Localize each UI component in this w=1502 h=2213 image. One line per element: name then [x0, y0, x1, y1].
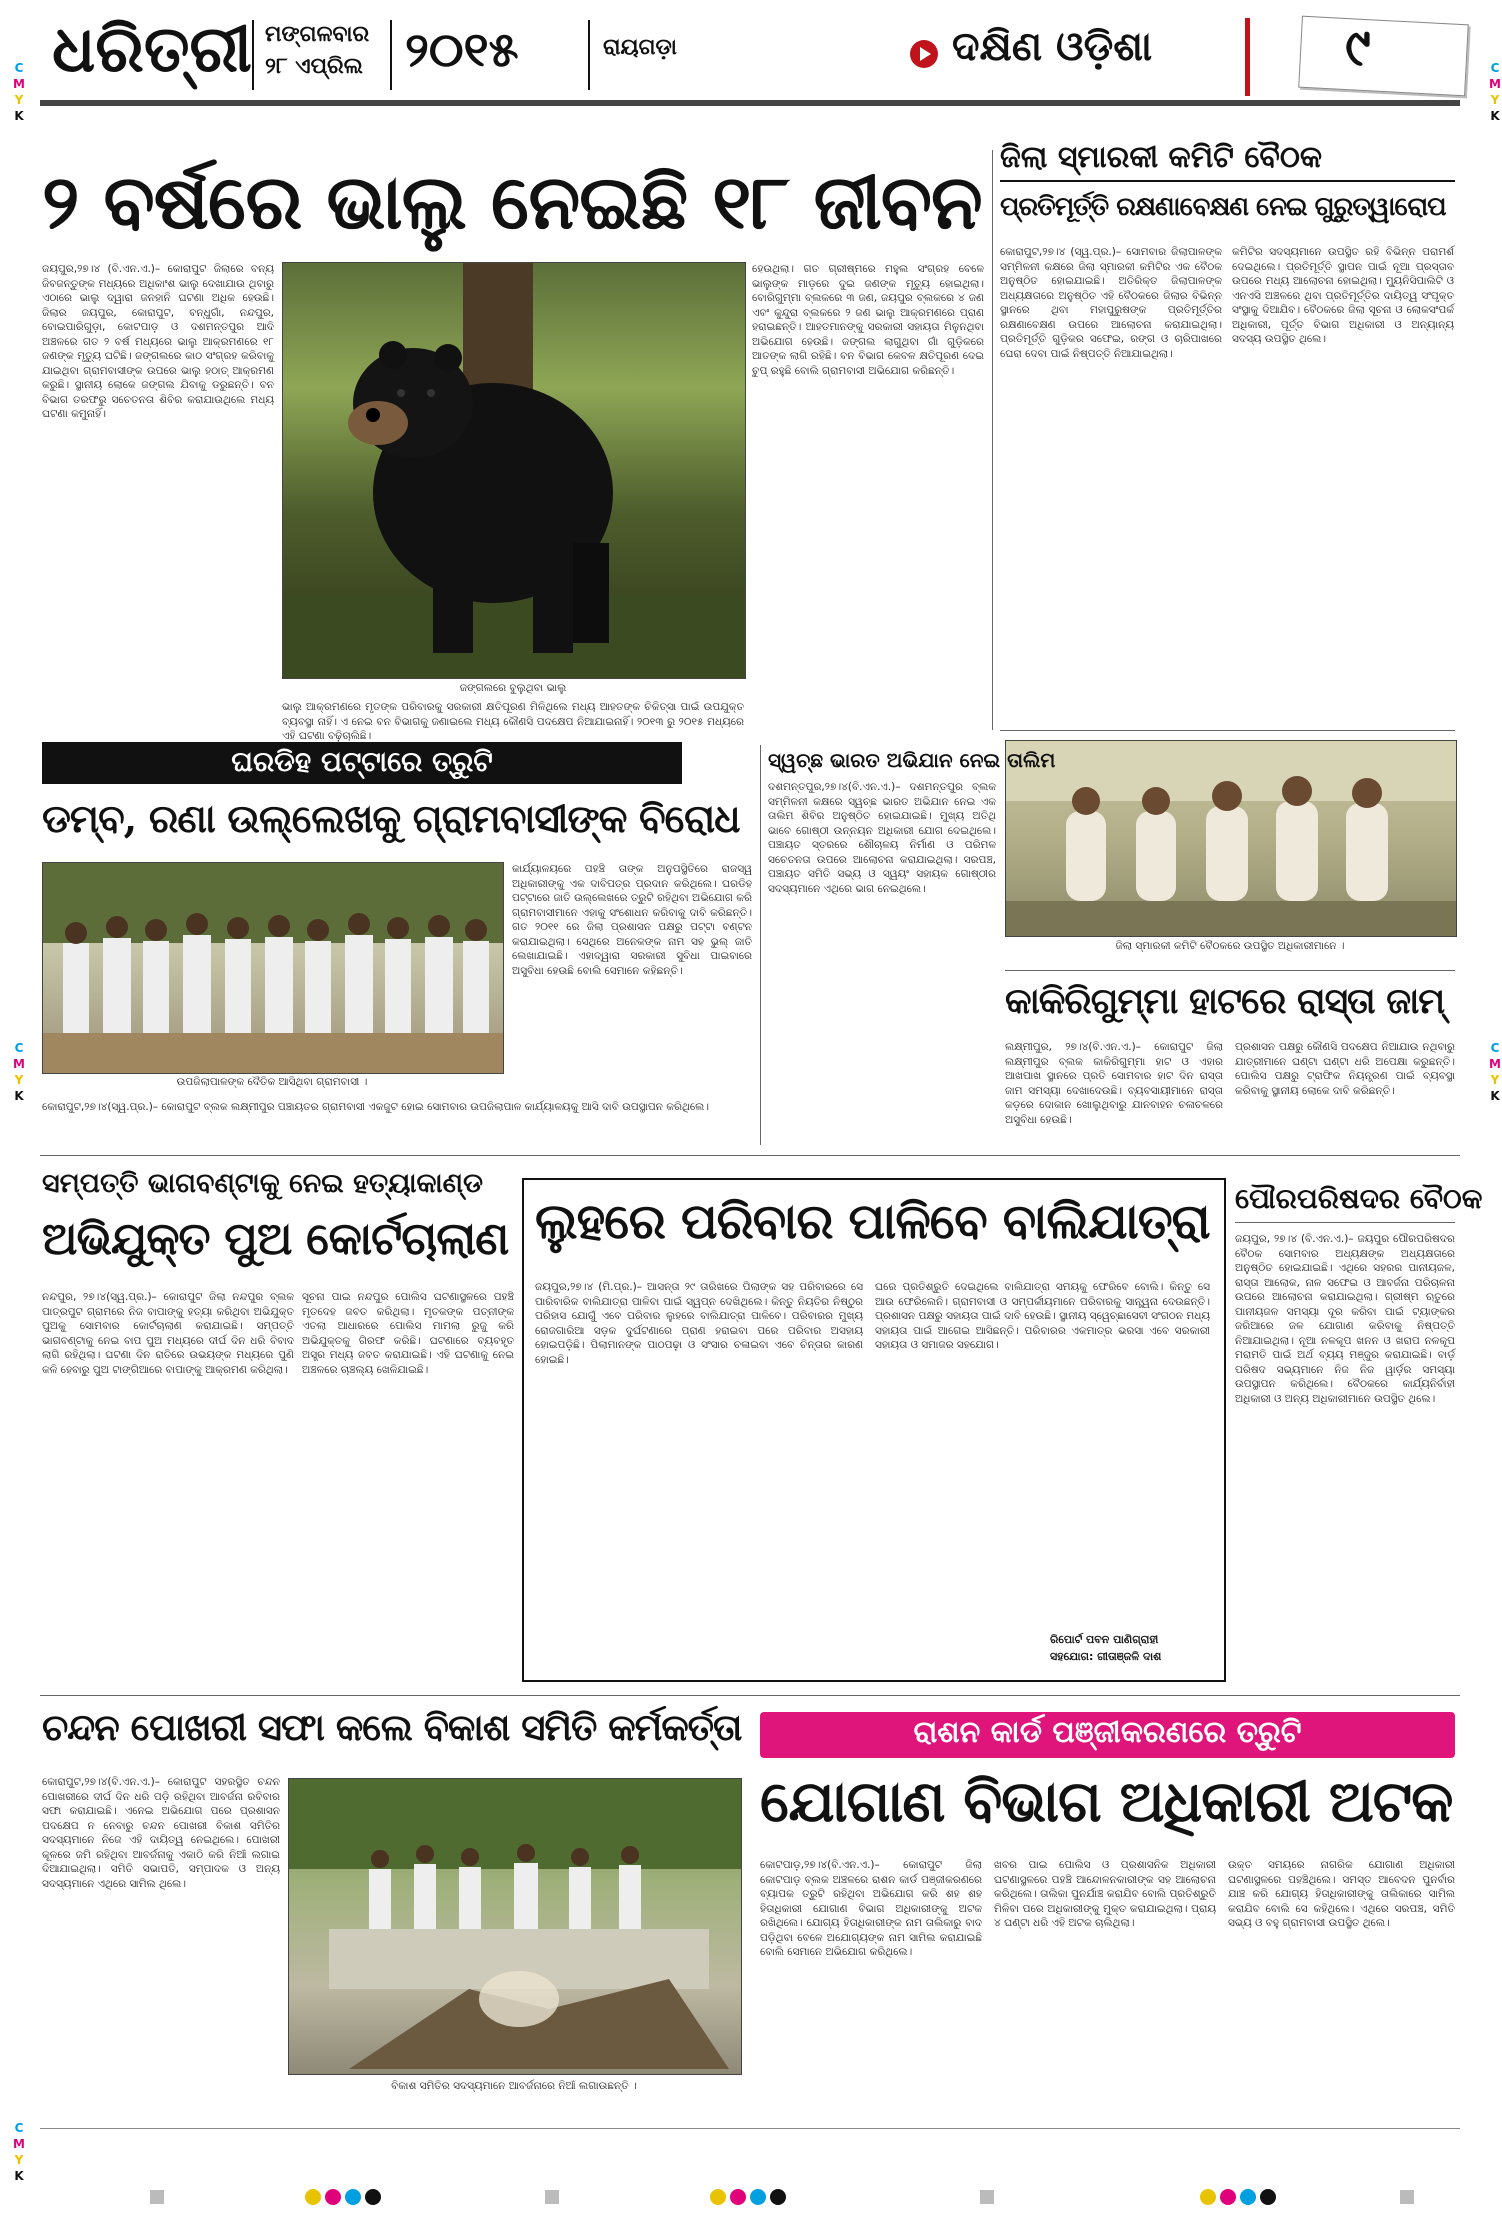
story10-column: ଉକ୍ତ ସମୟରେ ନାଗରିକ ଯୋଗାଣ ଅଧିକାରୀ ଘଟଣାସ୍ଥଳରେ ପହଞ୍ଚିଥିଲେ। ସମସ୍ତ ଆବେଦନ ପୁନର୍ବାର ଯାଞ୍ଚ କରି ଯୋଗ୍ୟ ହିତାଧିକାରୀଙ୍କୁ ତାଲିକାରେ ସାମିଲ କରାଯିବ ବୋଲି ସେ କହିଥିଲେ। ଏଥିରେ ସରପଞ୍ଚ, ସମିତି ସଭ୍ୟ ଓ ବହୁ ଗ୍ରାମବାସୀ ଉପସ୍ଥିତ ଥିଲେ।: [1228, 1859, 1455, 1929]
story1-column: ଜୟପୁର,୨୭।୪ (ବି.ଏନ.ଏ.)– କୋରାପୁଟ ଜିଲାରେ ବନ୍ୟ ଜିବଜନ୍ତୁଙ୍କ ମଧ୍ୟରେ ଅଧିକାଂଶ ଭାଲୁ ଦେଖାଯାଉ ଥିବାରୁ ଏଠାରେ ଭାଲୁ ଦ୍ୱାରା ଜନହାନି ଘଟଣା ଅଧିକ ହେଉଛି। ଜିଲାର ଜୟପୁର, କୋରାପୁଟ, ବନ୍ଧୁଗାଁ, ନନ୍ଦପୁର, ବୋଇପାରିଗୁଡ଼ା, କୋଟପାଡ଼ ଓ ଦଶମନ୍ତପୁର ଆଦି ଅଞ୍ଚଳରେ ଗତ ୨ ବର୍ଷ ମଧ୍ୟରେ ଭାଲୁ ଆକ୍ରମଣରେ ୧୮ ଜଣଙ୍କ ମୃତ୍ୟୁ ଘଟିଛି। ଜଙ୍ଗଲରେ କାଠ ସଂଗ୍ରହ କରିବାକୁ ଯାଇଥିବା ଗ୍ରାମବାସୀଙ୍କ ଉପରେ ଭାଲୁ ହଠାତ୍ ଆକ୍ରମଣ କରୁଛି। ସ୍ଥାନୀୟ ଲୋକେ ଜଙ୍ଗଲ ଯିବାକୁ ଡରୁଛନ୍ତି। ବନ ବିଭାଗ ତରଫରୁ ସଚେତନତା ଶିବିର କରାଯାଉଥିଲେ ମଧ୍ୟ ଘଟଣା କମୁନାହିଁ।: [42, 263, 274, 420]
section-divider: [1000, 730, 1455, 731]
masthead-divider: [588, 20, 590, 90]
story3-headline: ଡମ୍ବ, ରଣା ଉଲ୍ଲେଖକୁ ଗ୍ରାମବାସୀଙ୍କ ବିରୋଧ: [42, 796, 740, 842]
masthead-day: ମଙ୍ଗଳବାର: [265, 22, 370, 47]
color-bar-patch: [1400, 2190, 1414, 2204]
section-divider: [40, 1155, 1460, 1156]
color-bar-dot: [305, 2189, 321, 2205]
story10-column: ଖବର ପାଇ ପୋଲିସ ଓ ପ୍ରଶାସନିକ ଅଧିକାରୀ ଘଟଣାସ୍ଥଳରେ ପହଞ୍ଚି ଆନ୍ଦୋଳନକାରୀଙ୍କ ସହ ଆଲୋଚନା କରିଥିଲେ। ତାଲିକା ପୁନର୍ଯାଞ୍ଚ କରାଯିବ ବୋଲି ପ୍ରତିଶ୍ରୁତି ମିଳିବା ପରେ ଅଧିକାରୀଙ୍କୁ ମୁକ୍ତ କରାଯାଇଥିଲା। ପ୍ରାୟ ୪ ଘଣ୍ଟା ଧରି ଏହି ଅଟକ ଚାଲିଥିଲା।: [994, 1859, 1216, 1929]
meeting-photo: [1005, 740, 1457, 937]
story1-headline: ୨ ବର୍ଷରେ ଭାଲୁ ନେଇଛି ୧୮ ଜୀବନ: [42, 158, 982, 246]
story10-column: କୋଟପାଡ଼,୨୭।୪(ବି.ଏନ.ଏ.)– କୋରାପୁଟ ଜିଲା କୋଟପାଡ଼ ବ୍ଲକ ଅଞ୍ଚଳରେ ରାଶନ କାର୍ଡ ପଞ୍ଜୀକରଣରେ ବ୍ୟାପକ ତ୍ରୁଟି ରହିଥିବା ଅଭିଯୋଗ କରି ଶହ ଶହ ହିତାଧିକାରୀ ଯୋଗାଣ ବିଭାଗ ଅଧିକାରୀଙ୍କୁ ଅଟକ ରଖିଥିଲେ। ଯୋଗ୍ୟ ହିତାଧିକାରୀଙ୍କ ନାମ ତାଲିକାରୁ ବାଦ ପଡ଼ିଥିବା ବେଳେ ଅଯୋଗ୍ୟଙ୍କ ନାମ ସାମିଲ କରାଯାଇଛି ବୋଲି ସେମାନେ ଅଭିଯୋଗ କରିଥିଲେ।: [760, 1859, 982, 1958]
newspaper-logo: ଧରିତ୍ରୀ: [52, 12, 252, 87]
color-bar-dot: [750, 2189, 766, 2205]
page-number-box: [1298, 16, 1469, 97]
registration-mark: C M Y K: [1489, 1041, 1501, 1103]
story5-headline: କାକିରିଗୁମ୍ମା ହାଟରେ ରାସ୍ତା ଜାମ୍: [1005, 980, 1445, 1022]
story4-kicker: ସ୍ୱଚ୍ଛ ଭାରତ ଅଭିଯାନ ନେଇ ତାଲିମ: [768, 748, 1056, 772]
kicker-underline: [1000, 180, 1455, 182]
story5-column: ଲକ୍ଷ୍ମୀପୁର, ୨୭।୪(ବି.ଏନ.ଏ.)– କୋରାପୁଟ ଜିଲା ଲକ୍ଷ୍ମୀପୁର ବ୍ଲକ କାକିରିଗୁମ୍ମା ହାଟ ଓ ଏହାର ଆଖପାଖ ସ୍ଥାନରେ ପ୍ରତି ସୋମବାର ହାଟ ଦିନ ରାସ୍ତା ଜାମ ସମସ୍ୟା ଦେଖାଦେଉଛି। ବ୍ୟବସାୟୀମାନେ ରାସ୍ତା କଡ଼ରେ ଦୋକାନ ଖୋଲୁଥିବାରୁ ଯାନବାହନ ଚଳାଚଳରେ ଅସୁବିଧା ହେଉଛି।: [1005, 1041, 1223, 1126]
villagers-photo: [42, 862, 504, 1074]
story7-byline: ସହଯୋଗ: ଗୀତାଞ୍ଜଳି ଦାଶ: [1050, 1650, 1162, 1663]
story8-body: ଜୟପୁର, ୨୭।୪ (ବି.ଏନ.ଏ.)– ଜୟପୁର ପୌରପରିଷଦର ବୈଠକ ସୋମବାର ଅଧ୍ୟକ୍ଷଙ୍କ ଅଧ୍ୟକ୍ଷତାରେ ଅନୁଷ୍ଠିତ ହୋଇଯାଇଛି। ଏଥିରେ ସହରର ପାନୀୟଜଳ, ରାସ୍ତା ଆଲୋକ, ନାଳ ସଫେଇ ଓ ଆବର୍ଜନା ପରିଚାଳନା ଉପରେ ଆଲୋଚନା କରାଯାଇଥିଲା। ଗ୍ରୀଷ୍ମ ଋତୁରେ ପାନୀୟଜଳ ସମସ୍ୟା ଦୂର କରିବା ପାଇଁ ଟ୍ୟାଙ୍କର ଜରିଆରେ ଜଳ ଯୋଗାଣ କରିବାକୁ ନିଷ୍ପତ୍ତି ନିଆଯାଇଥିଲା। ନୂଆ ନଳକୂପ ଖନନ ଓ ଖରାପ ନଳକୂପ ମରାମତି ପାଇଁ ଅର୍ଥ ବ୍ୟୟ ମଞ୍ଜୁର କରାଯାଇଛି। ବାର୍ଡ଼ ପରିଷଦ ସଭ୍ୟମାନେ ନିଜ ନିଜ ୱାର୍ଡ଼ର ସମସ୍ୟା ଉପସ୍ଥାପନ କରିଥିଲେ। ବୈଠକରେ କାର୍ଯ୍ୟନିର୍ବାହୀ ଅଧିକାରୀ ଓ ଅନ୍ୟ ଅଧିକାରୀମାନେ ଉପସ୍ଥିତ ଥିଲେ।: [1235, 1233, 1455, 1405]
column-divider: [760, 745, 761, 1145]
section-divider: [40, 1695, 1460, 1696]
color-bar-dot: [325, 2189, 341, 2205]
color-bar-dot: [1200, 2189, 1216, 2205]
masthead-city: ରାୟଗଡ଼ା: [603, 35, 677, 60]
story3-column: କାର୍ଯ୍ୟାଳୟରେ ପହଞ୍ଚି ତାଙ୍କ ଅନୁପସ୍ଥିତିରେ ରାଜସ୍ୱ ଅଧିକାରୀଙ୍କୁ ଏକ ଦାବିପତ୍ର ପ୍ରଦାନ କରିଥିଲେ। ଘରଡିହ ପଟ୍ଟାରେ ଜାତି ଉଲ୍ଲେଖରେ ତ୍ରୁଟି ରହିଥିବା ଅଭିଯୋଗ କରି ଗ୍ରାମବାସୀମାନେ ଏହାକୁ ସଂଶୋଧନ କରିବାକୁ ଦାବି କରିଛନ୍ତି। ଗତ ୨୦୧୧ ରେ ଜିଲା ପ୍ରଶାସନ ପକ୍ଷରୁ ପଟ୍ଟା ବଣ୍ଟନ କରାଯାଇଥିଲା। ସେଥିରେ ଅନେକଙ୍କ ନାମ ସହ ଭୁଲ୍ ଜାତି ଲେଖାଯାଇଛି। ଏହାଦ୍ୱାରା ସରକାରୀ ସୁବିଧା ପାଇବାରେ ଅସୁବିଧା ହେଉଛି ବୋଲି ସେମାନେ କହିଛନ୍ତି।: [512, 863, 752, 977]
color-bar-dot: [1240, 2189, 1256, 2205]
column-divider: [992, 150, 993, 730]
color-bar-dot: [1260, 2189, 1276, 2205]
color-bar-patch: [545, 2190, 559, 2204]
registration-mark: C M Y K: [13, 1041, 25, 1103]
registration-mark: C M Y K: [1489, 61, 1501, 123]
masthead-divider: [390, 20, 392, 90]
story7-byline: ରିପୋର୍ଟ ପବନ ପାଣିଗ୍ରାହୀ: [1050, 1633, 1159, 1646]
story6-column: ସୂଚନା ପାଇ ନନ୍ଦପୁର ପୋଲିସ ଘଟଣାସ୍ଥଳରେ ପହଞ୍ଚି ମୃତଦେହ ଜବତ କରିଥିଲା। ମୃତକଙ୍କ ପତ୍ନୀଙ୍କ ଏତଲା ଆଧାରରେ ପୋଲିସ ମାମଲା ରୁଜୁ କରି ଅଭିଯୁକ୍ତକୁ ଗିରଫ କରିଛି। ଘଟଣାରେ ବ୍ୟବହୃତ ଅସ୍ତ୍ର ମଧ୍ୟ ଜବତ କରାଯାଇଛି। ଏହି ଘଟଣାକୁ ନେଇ ଅଞ୍ଚଳରେ ଚାଞ୍ଚଲ୍ୟ ଖେଳିଯାଇଛି।: [302, 1291, 514, 1376]
color-bar-dot: [730, 2189, 746, 2205]
story10-headline: ଯୋଗାଣ ବିଭାଗ ଅଧିକାରୀ ଅଟକ: [760, 1768, 1453, 1835]
story7-headline: ଲୁହରେ ପରିବାର ପାଳିବେ ବାଲିଯାତ୍ରା: [535, 1192, 1210, 1250]
masthead-rule: [40, 100, 1460, 106]
registration-mark: C M Y K: [13, 61, 25, 123]
color-bar-dot: [1220, 2189, 1236, 2205]
color-bar-dot: [710, 2189, 726, 2205]
bottom-rule: [40, 2128, 1460, 2129]
story7-column: ଘରେ ପ୍ରତିଶ୍ରୁତି ଦେଇଥିଲେ ବାଲିଯାତ୍ରା ସମୟକୁ ଫେରିବେ ବୋଲି। କିନ୍ତୁ ସେ ଆଉ ଫେରିଲେନି। ଗ୍ରାମବାସୀ ଓ ସମ୍ପର୍କୀୟମାନେ ପରିବାରକୁ ସାନ୍ତ୍ୱନା ଦେଉଛନ୍ତି। ପ୍ରଶାସନ ପକ୍ଷରୁ ସହାୟତା ପାଇଁ ଦାବି ହେଉଛି। ସ୍ଥାନୀୟ ସ୍ୱେଚ୍ଛାସେବୀ ସଂଗଠନ ମଧ୍ୟ ସହାୟତା ପାଇଁ ଆଗେଇ ଆସିଛନ୍ତି। ପରିବାରର ଏକମାତ୍ର ଭରସା ଏବେ ସରକାରୀ ସହାୟତା ଓ ସମାଜର ସହଯୋଗ।: [875, 1281, 1210, 1351]
story2-headline: ପ୍ରତିମୂର୍ତ୍ତି ରକ୍ଷଣାବେକ୍ଷଣ ନେଇ ଗୁରୁତ୍ୱାରୋପ: [1000, 192, 1446, 222]
color-bar-dot: [770, 2189, 786, 2205]
color-bar-patch: [150, 2190, 164, 2204]
section-divider: [1005, 970, 1455, 971]
story3-photo-caption: ଉପଜିଲାପାଳଙ୍କ ଦୈତିକ ଆସିଥିବା ଗ୍ରାମବାସୀ ।: [176, 1076, 368, 1088]
masthead-date: ୨୮ ଏପ୍ରିଲ: [265, 54, 363, 79]
color-bar-dot: [365, 2189, 381, 2205]
story9-headline: ଚନ୍ଦନ ପୋଖରୀ ସଫା କଲେ ବିକାଶ ସମିତି କର୍ମକର୍ତ୍ତା: [42, 1705, 742, 1749]
page-number: ୯: [1345, 18, 1371, 78]
color-bar-patch: [980, 2190, 994, 2204]
story2-column: କୋରାପୁଟ,୨୭।୪ (ସ୍ୱ.ପ୍ର.)– ସୋମବାର ଜିଲାପାଳଙ୍କ ସମ୍ମିଳନୀ କକ୍ଷରେ ଜିଲା ସ୍ମାରକୀ କମିଟିର ଏକ ବୈଠକ ଅନୁଷ୍ଠିତ ହୋଇଯାଇଛି। ଅତିରିକ୍ତ ଜିଲାପାଳଙ୍କ ଅଧ୍ୟକ୍ଷତାରେ ଅନୁଷ୍ଠିତ ଏହି ବୈଠକରେ ଜିଲାର ବିଭିନ୍ନ ସ୍ଥାନରେ ଥିବା ମହାପୁରୁଷଙ୍କ ପ୍ରତିମୂର୍ତ୍ତିର ରକ୍ଷଣାବେକ୍ଷଣ ଉପରେ ଆଲୋଚନା କରାଯାଇଥିଲା। ପ୍ରତିମୂର୍ତ୍ତି ଗୁଡ଼ିକର ସଫେଇ, ରଙ୍ଗ ଓ ଚାରିପାଖରେ ଘେରା ଦେବା ପାଇଁ ନିଷ୍ପତ୍ତି ନିଆଯାଇଥିଲା।: [1000, 246, 1222, 360]
story2-kicker: ଜିଲା ସ୍ମାରକୀ କମିଟି ବୈଠକ: [1000, 140, 1323, 175]
story9-body: କୋରାପୁଟ,୨୭।୪(ବି.ଏନ.ଏ.)– କୋରାପୁଟ ସହରସ୍ଥିତ ଚନ୍ଦନ ପୋଖରୀରେ ଦୀର୍ଘ ଦିନ ଧରି ପଡ଼ି ରହିଥିବା ଆବର୍ଜନା ରବିବାର ସଫା କରାଯାଇଛି। ଏନେଇ ଅଭିଯୋଗ ପରେ ପ୍ରଶାସନ ପଦକ୍ଷେପ ନ ନେବାରୁ ଚନ୍ଦନ ପୋଖରୀ ବିକାଶ ସମିତିର ସଦସ୍ୟମାନେ ନିଜେ ଏହି ଦାୟିତ୍ୱ ନେଇଥିଲେ। ପୋଖରୀ କୂଳରେ ଜମି ରହିଥିବା ଆବର୍ଜନାକୁ ଏକାଠି କରି ନିଆଁ ଲଗାଇ ଦିଆଯାଇଥିଲା। ସମିତି ସଭାପତି, ସମ୍ପାଦକ ଓ ଅନ୍ୟ ସଦସ୍ୟମାନେ ଏଥିରେ ସାମିଲ ଥିଲେ।: [42, 1776, 280, 1890]
masthead-year: ୨୦୧୫: [405, 22, 519, 78]
story6-kicker: ସମ୍ପତ୍ତି ଭାଗବଣ୍ଟାକୁ ନେଇ ହତ୍ୟାକାଣ୍ଡ: [42, 1168, 484, 1199]
story1-photo-caption: ଜଙ୍ଗଲରେ ବୁଲୁଥିବା ଭାଲୁ: [459, 682, 567, 694]
story8-kicker: ପୌରପରିଷଦର ବୈଠକ: [1235, 1182, 1483, 1215]
kicker-underline: [1235, 1222, 1455, 1223]
bear-photo: [282, 262, 746, 679]
story2-photo-caption: ଜିଲା ସ୍ମାରକୀ କମିଟି ବୈଠକରେ ଉପସ୍ଥିତ ଅଧିକାରୀମାନେ ।: [1115, 940, 1345, 952]
story9-photo-caption: ବିକାଶ ସମିତିର ସଦସ୍ୟମାନେ ଆବର୍ଜନାରେ ନିଆଁ ଲଗାଉଛନ୍ତି ।: [391, 2080, 637, 2092]
story4-body: ଦଶମନ୍ତପୁର,୨୭।୪(ବି.ଏନ.ଏ.)– ଦଶମନ୍ତପୁର ବ୍ଲକ ସମ୍ମିଳନୀ କକ୍ଷରେ ସ୍ୱଚ୍ଛ ଭାରତ ଅଭିଯାନ ନେଇ ଏକ ତାଲିମ ଶିବିର ଅନୁଷ୍ଠିତ ହୋଇଯାଇଛି। ମୁଖ୍ୟ ଅତିଥି ଭାବେ ଗୋଷ୍ଠୀ ଉନ୍ନୟନ ଅଧିକାରୀ ଯୋଗ ଦେଇଥିଲେ। ପଞ୍ଚାୟତ ସ୍ତରରେ ଶୌଚାଳୟ ନିର୍ମାଣ ଓ ପରିମଳ ସଚେତନତା ଉପରେ ଆଲୋଚନା କରାଯାଇଥିଲା। ସରପଞ୍ଚ, ପଞ୍ଚାୟତ ସମିତି ସଭ୍ୟ ଓ ସ୍ୱୟଂ ସହାୟକ ଗୋଷ୍ଠୀର ସଦସ୍ୟମାନେ ଏଥିରେ ଭାଗ ନେଇଥିଲେ।: [768, 781, 996, 895]
story6-column: ନନ୍ଦପୁର, ୨୭।୪(ସ୍ୱ.ପ୍ର.)– କୋରାପୁଟ ଜିଲା ନନ୍ଦପୁର ବ୍ଲକ ପାତ୍ରପୁଟ ଗ୍ରାମରେ ନିଜ ବାପାଙ୍କୁ ହତ୍ୟା କରିଥିବା ଅଭିଯୁକ୍ତ ପୁଅକୁ ସୋମବାର କୋର୍ଟଚାଲାଣ କରାଯାଇଛି। ସମ୍ପତ୍ତି ଭାଗବଣ୍ଟାକୁ ନେଇ ବାପ ପୁଅ ମଧ୍ୟରେ ଦୀର୍ଘ ଦିନ ଧରି ବିବାଦ ଲାଗି ରହିଥିଲା। ଘଟଣା ଦିନ ରାତିରେ ଉଭୟଙ୍କ ମଧ୍ୟରେ ପୁଣି କଳି ହେବାରୁ ପୁଅ ଟାଙ୍ଗିଆରେ ବାପାଙ୍କୁ ଆକ୍ରମଣ କରିଥିଲା।: [42, 1291, 294, 1376]
story3-tail: କୋରାପୁଟ,୨୭।୪(ସ୍ୱ.ପ୍ର.)– କୋରାପୁଟ ବ୍ଲକ ଲକ୍ଷ୍ମୀପୁର ପଞ୍ଚାୟତର ଗ୍ରାମବାସୀ ଏକଜୁଟ ହୋଇ ସୋମବାର ଉପଜିଲାପାଳ କାର୍ଯ୍ୟାଳୟକୁ ଆସି ଦାବି ଉପସ୍ଥାପନ କରିଥିଲେ।: [42, 1101, 709, 1113]
section-bullet-icon: [910, 40, 938, 68]
story6-headline: ଅଭିଯୁକ୍ତ ପୁଅ କୋର୍ଟଚାଲାଣ: [42, 1212, 509, 1265]
story5-column: ପ୍ରଶାସନ ପକ୍ଷରୁ କୌଣସି ପଦକ୍ଷେପ ନିଆଯାଉ ନଥିବାରୁ ଯାତ୍ରୀମାନେ ଘଣ୍ଟା ଘଣ୍ଟା ଧରି ଅପେକ୍ଷା କରୁଛନ୍ତି। ପୋଲିସ ପକ୍ଷରୁ ଟ୍ରାଫିକ ନିୟନ୍ତ୍ରଣ ପାଇଁ ବ୍ୟବସ୍ଥା କରିବାକୁ ସ୍ଥାନୀୟ ଲୋକେ ଦାବି କରିଛନ୍ତି।: [1235, 1041, 1455, 1097]
story3-kicker: ଘରଡିହ ପଟ୍ଟାରେ ତ୍ରୁଟି: [231, 745, 493, 778]
registration-mark: C M Y K: [13, 2121, 25, 2183]
story1-column: ହେଉଥିଲା। ଗତ ଗ୍ରୀଷ୍ମରେ ମହୁଲ ସଂଗ୍ରହ ବେଳେ ଭାଲୁଙ୍କ ମାଡ଼ରେ ଦୁଇ ଜଣଙ୍କ ମୃତ୍ୟୁ ହୋଇଥିଲା। ବୋରିଗୁମ୍ମା ବ୍ଲକରେ ୩ ଜଣ, ଜୟପୁର ବ୍ଲକରେ ୪ ଜଣ ଏବଂ କୁନ୍ଦୁରା ବ୍ଲକରେ ୨ ଜଣ ଭାଲୁ ଆକ୍ରମଣରେ ପ୍ରାଣ ହରାଇଛନ୍ତି। ଆହତମାନଙ୍କୁ ସରକାରୀ ସହାୟତା ମିଳୁନଥିବା ଅଭିଯୋଗ ହେଉଛି। ଜଙ୍ଗଲ ଲାଗୁଥିବା ଗାଁ ଗୁଡ଼ିକରେ ଆତଙ୍କ ଲାଗି ରହିଛି। ବନ ବିଭାଗ କେବଳ କ୍ଷତିପୂରଣ ଦେଇ ଚୁପ୍ ରହୁଛି ବୋଲି ଗ୍ରାମବାସୀ ଅଭିଯୋଗ କରିଛନ୍ତି।: [752, 263, 984, 377]
story7-column: ଜୟପୁର,୨୭।୪ (ମି.ପ୍ର.)– ଆସନ୍ତା ୨୯ ତାରିଖରେ ପିଲାଙ୍କ ସହ ପରିବାରରେ ସେ ପାରିବାରିକ ବାଲିଯାତ୍ରା ପାଳିବା ପାଇଁ ସ୍ୱପ୍ନ ଦେଖିଥିଲେ। କିନ୍ତୁ ନିୟତିର ନିଷ୍ଠୁର ପରିହାସ ଯୋଗୁଁ ଏବେ ପରିବାର ଲୁହରେ ବାଲିଯାତ୍ରା ପାଳିବେ। ପରିବାରର ମୁଖ୍ୟ ରୋଜଗାରିଆ ସଡ଼କ ଦୁର୍ଘଟଣାରେ ପ୍ରାଣ ହରାଇବା ପରେ ପରିବାର ଅସହାୟ ହୋଇପଡ଼ିଛି। ପିଲାମାନଙ୍କ ପାଠପଢ଼ା ଓ ସଂସାର ଚଳାଇବା ଏବେ ଚିନ୍ତାର କାରଣ ହୋଇଛି।: [535, 1281, 863, 1366]
color-bar-dot: [345, 2189, 361, 2205]
section-red-bar: [1245, 18, 1250, 96]
story2-column: କମିଟିର ସଦସ୍ୟମାନେ ଉପସ୍ଥିତ ରହି ବିଭିନ୍ନ ପରାମର୍ଶ ଦେଇଥିଲେ। ପ୍ରତିମୂର୍ତ୍ତି ସ୍ଥାପନ ପାଇଁ ନୂଆ ପ୍ରସ୍ତାବ ଉପରେ ମଧ୍ୟ ଆଲୋଚନା ହୋଇଥିଲା। ମ୍ୟୁନିସିପାଲିଟି ଓ ଏନଏସି ଅଞ୍ଚଳରେ ଥିବା ପ୍ରତିମୂର୍ତ୍ତିର ଦାୟିତ୍ୱ ସଂପୃକ୍ତ ସଂସ୍ଥାକୁ ଦିଆଯିବ। ବୈଠକରେ ଜିଲା ସୂଚନା ଓ ଲୋକସଂପର୍କ ଅଧିକାରୀ, ପୂର୍ତ୍ତ ବିଭାଗ ଅଧିକାରୀ ଓ ଅନ୍ୟାନ୍ୟ ସଦସ୍ୟ ଉପସ୍ଥିତ ଥିଲେ।: [1232, 246, 1454, 345]
masthead-divider: [252, 20, 254, 90]
story1-tail: ଭାଲୁ ଆକ୍ରମଣରେ ମୃତଙ୍କ ପରିବାରକୁ ସରକାରୀ କ୍ଷତିପୂରଣ ମିଳିଥିଲେ ମଧ୍ୟ ଆହତଙ୍କ ଚିକିତ୍ସା ପାଇଁ ଉପଯୁକ୍ତ ବ୍ୟବସ୍ଥା ନାହିଁ। ଏ ନେଇ ବନ ବିଭାଗକୁ ଜଣାଇଲେ ମଧ୍ୟ କୌଣସି ପଦକ୍ଷେପ ନିଆଯାଇନାହିଁ। ୨୦୧୩ ରୁ ୨୦୧୫ ମଧ୍ୟରେ ଏହି ଘଟଣା ବଢ଼ିଚାଲିଛି।: [282, 701, 744, 742]
story10-kicker: ରାଶନ କାର୍ଡ ପଞ୍ଜୀକରଣରେ ତ୍ରୁଟି: [913, 1715, 1302, 1750]
section-title: ଦକ୍ଷିଣ ଓଡ଼ିଶା: [952, 24, 1153, 70]
pond-cleaning-photo: [288, 1778, 742, 2075]
